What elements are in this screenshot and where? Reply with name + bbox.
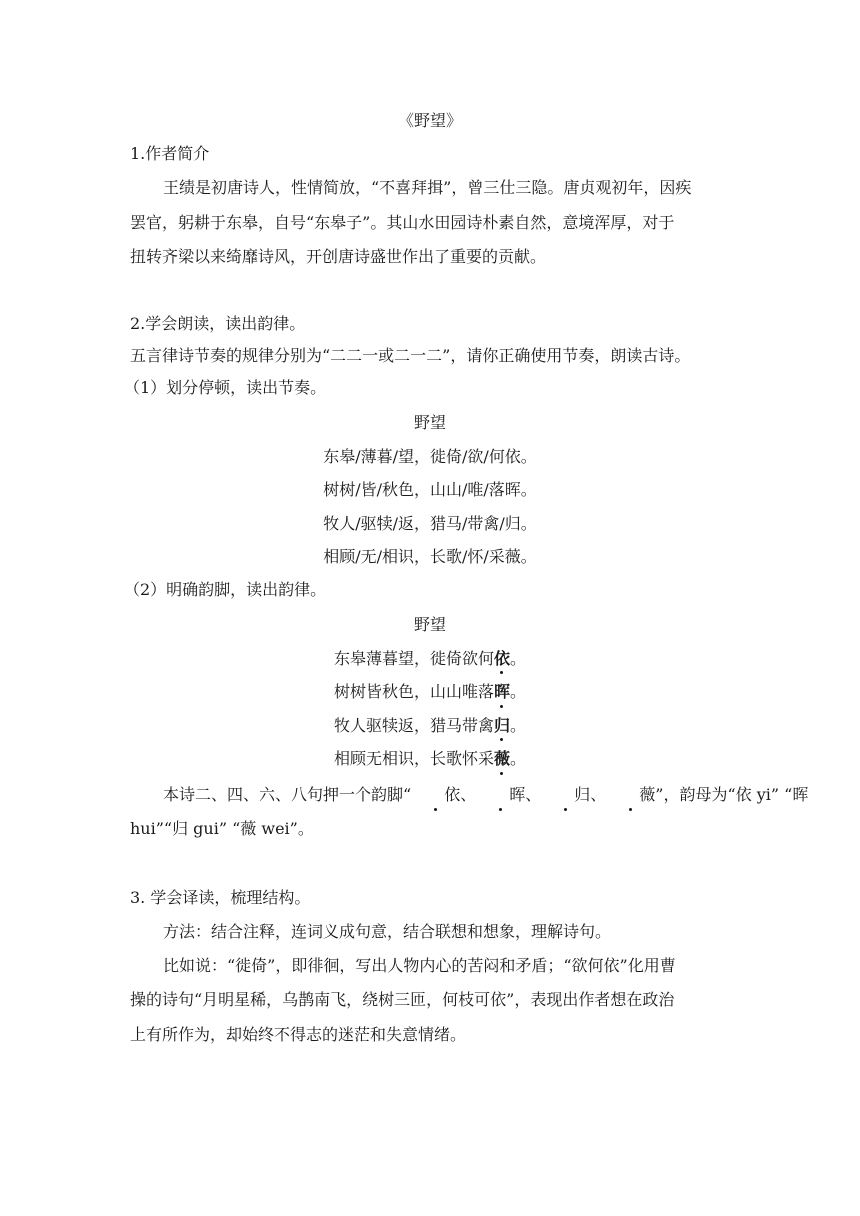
rhyme-char: 依 bbox=[494, 642, 510, 676]
poem-line bbox=[130, 742, 730, 776]
poem-line-end: 。 bbox=[510, 715, 527, 735]
method-line: 方法：结合注释，连词义成句意，结合联想和想象，理解诗句。 bbox=[163, 921, 612, 941]
rhyme-char: 晖 bbox=[476, 778, 525, 813]
section2-heading: 2.学会朗读，读出韵律。 bbox=[130, 313, 306, 333]
rhythm-intro: 五言律诗节奏的规律分别为“二二一或二一二”，请你正确使用节奏，朗读古诗。 bbox=[130, 345, 691, 365]
poem-line: 东皋/薄暮/望，徙倚/欲/何依。 bbox=[323, 446, 537, 466]
section1-heading: 1.作者简介 bbox=[130, 144, 210, 163]
part1-label: （1）划分停顿，读出节奏。 bbox=[124, 377, 327, 397]
poem-line: 相顾/无/相识，长歌/怀/采薇。 bbox=[323, 547, 537, 566]
poem-line-text: 树树皆秋色，山山唯落 bbox=[333, 682, 494, 701]
rhyme-char: 归 bbox=[494, 709, 510, 743]
poem-line bbox=[130, 675, 730, 709]
part2-label: （2）明确韵脚，读出韵律。 bbox=[124, 579, 327, 599]
rhyme-char: 依 bbox=[411, 778, 460, 813]
document-title: 《野望》 bbox=[397, 111, 462, 130]
rhyme-char: 晖 bbox=[494, 675, 510, 709]
poem-title: 野望 bbox=[413, 412, 446, 432]
rhyme-char: 归 bbox=[541, 778, 590, 813]
section3-heading: 3. 学会译读，梳理结构。 bbox=[130, 887, 311, 907]
poem-line: 树树/皆/秋色，山山/唯/落晖。 bbox=[323, 480, 537, 499]
poem-line bbox=[130, 642, 730, 676]
poem-line-text: 牧人驱犊返，猎马带禽 bbox=[333, 715, 494, 735]
poem-line-text: 相顾无相识，长歌怀采 bbox=[333, 749, 494, 768]
poem-line-text: 东皋薄暮望，徙倚欲何 bbox=[333, 648, 494, 668]
poem-line bbox=[130, 709, 730, 743]
poem-line-end: 。 bbox=[510, 648, 527, 668]
poem-line: 牧人/驱犊/返，猎马/带禽/归。 bbox=[323, 513, 537, 533]
poem-rhythm-block bbox=[130, 404, 730, 574]
poem-title: 野望 bbox=[413, 614, 446, 634]
document-page bbox=[124, 104, 809, 1052]
poem-line-end: 。 bbox=[510, 682, 527, 701]
paragraph-line: 操的诗句“月明星稀，乌鹊南飞，绕树三匝，何枝可依”，表现出作者想在政治 bbox=[130, 990, 675, 1009]
rhyme-char: 薇 bbox=[606, 778, 655, 813]
rhyme-note-line: hui”“归 gui” “薇 wei”。 bbox=[130, 819, 314, 838]
paragraph-line: 上有所作为，却始终不得志的迷茫和失意情绪。 bbox=[130, 1024, 467, 1044]
paragraph-line: 罢官，躬耕于东皋，自号“东皋子”。其山水田园诗朴素自然，意境浑厚，对于 bbox=[130, 212, 675, 232]
poem-rhyme-block bbox=[130, 606, 730, 776]
paragraph-line: 王绩是初唐诗人，性情简放，“不喜拜揖”，曾三仕三隐。唐贞观初年，因疾 bbox=[163, 178, 692, 197]
poem-line-end: 。 bbox=[510, 749, 527, 768]
rhyme-note-line: 本诗二、四、六、八句押一个韵脚“ 依、 晖、 归、 薇”，韵母为“依 yi” “晖 bbox=[130, 778, 730, 813]
rhyme-char: 薇 bbox=[494, 742, 510, 776]
rhyme-note-paragraph bbox=[130, 776, 809, 847]
paragraph-line: 扭转齐梁以来绮靡诗风，开创唐诗盛世作出了重要的贡献。 bbox=[130, 247, 547, 266]
example-paragraph bbox=[130, 949, 730, 1053]
author-intro-paragraph bbox=[130, 170, 730, 275]
paragraph-line: 比如说：“徙倚”，即徘徊，写出人物内心的苦闷和矛盾；“欲何依”化用曹 bbox=[163, 955, 676, 975]
